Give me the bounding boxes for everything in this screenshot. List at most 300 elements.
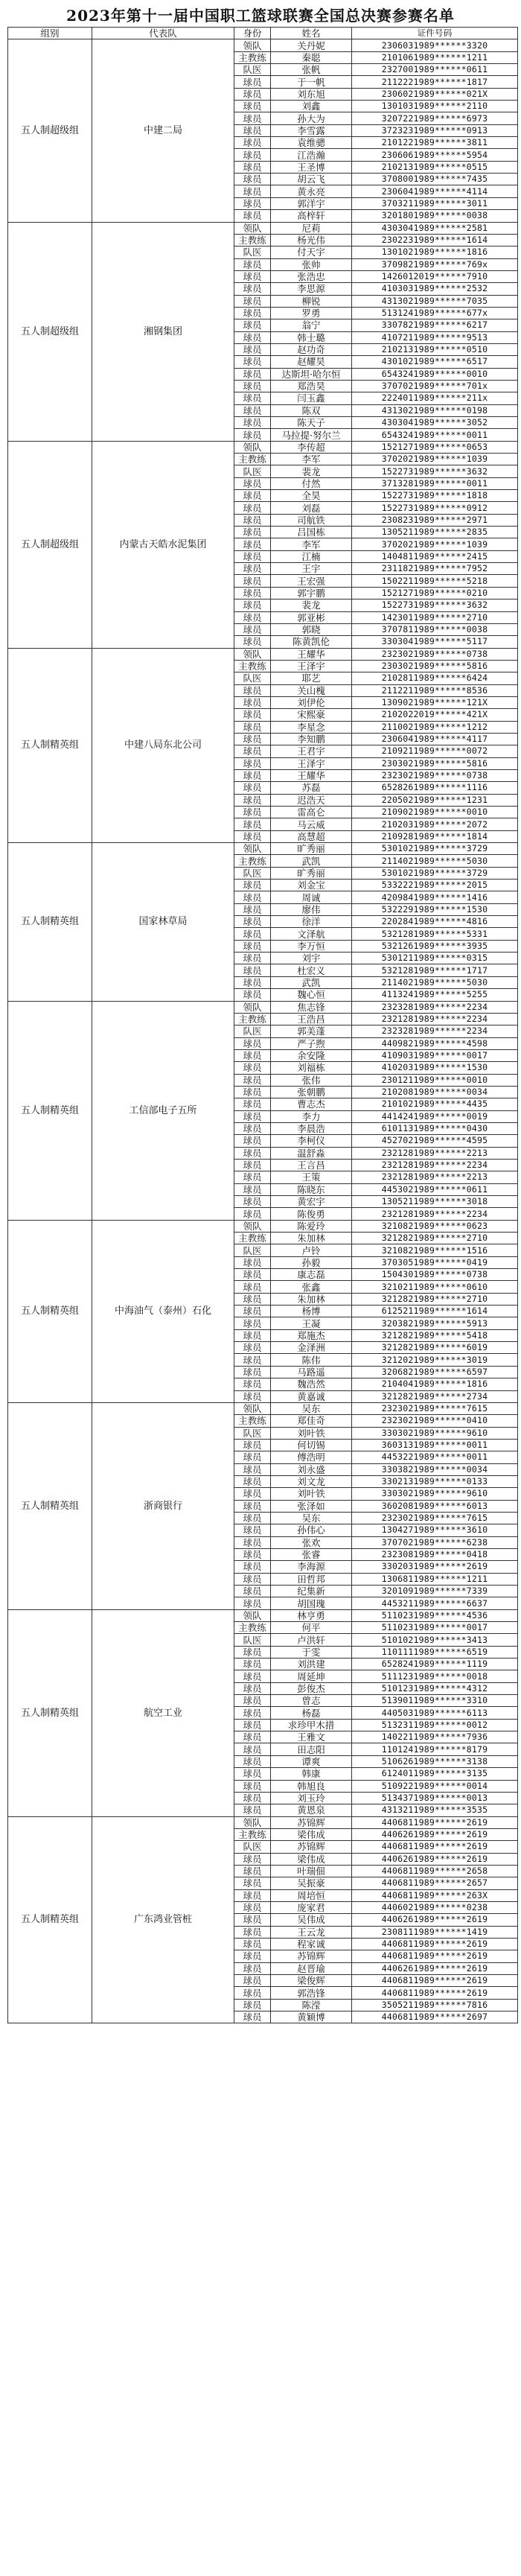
team-cell: 浙商银行 <box>92 1402 234 1609</box>
role-cell: 球员 <box>234 331 271 343</box>
name-cell: 黄宏宇 <box>271 1196 352 1208</box>
id-cell: 1306811989******1211 <box>352 1573 518 1585</box>
role-cell: 球员 <box>234 1354 271 1366</box>
id-cell: 3602081989******6013 <box>352 1500 518 1512</box>
role-cell: 球员 <box>234 1475 271 1487</box>
id-cell: 1301021989******1816 <box>352 247 518 258</box>
role-cell: 队医 <box>234 1244 271 1256</box>
id-cell: 3603131989******0011 <box>352 1439 518 1451</box>
id-cell: 4453211989******6637 <box>352 1597 518 1609</box>
id-cell: 5132311989******0012 <box>352 1719 518 1731</box>
role-cell: 球员 <box>234 600 271 611</box>
role-cell: 球员 <box>234 1110 271 1122</box>
role-cell: 球员 <box>234 1049 271 1061</box>
id-cell: 1522731989******0912 <box>352 502 518 514</box>
id-cell: 4406811989******2697 <box>352 2011 518 2023</box>
id-cell: 4103031989******2532 <box>352 283 518 295</box>
id-cell: 6528261989******1116 <box>352 782 518 794</box>
id-cell: 5301021989******3729 <box>352 843 518 855</box>
role-cell: 球员 <box>234 307 271 319</box>
name-cell: 吴伟成 <box>271 1914 352 1926</box>
roster-body <box>8 39 518 2023</box>
role-cell: 球员 <box>234 623 271 635</box>
id-cell: 5139011989******3310 <box>352 1695 518 1707</box>
id-cell: 2306041989******4114 <box>352 185 518 197</box>
name-cell: 李万恒 <box>271 940 352 952</box>
team-cell: 中海油气（泰州）石化 <box>92 1220 234 1402</box>
name-cell: 李军 <box>271 538 352 550</box>
name-cell: 王泽宇 <box>271 757 352 769</box>
role-cell: 球员 <box>234 1135 271 1147</box>
id-cell: 5321281989******5331 <box>352 928 518 940</box>
id-cell: 2109281989******1814 <box>352 830 518 842</box>
role-cell: 球员 <box>234 964 271 976</box>
team-cell: 工信部电子五所 <box>92 1001 234 1220</box>
name-cell: 叶瑞佃 <box>271 1865 352 1877</box>
id-cell: 4406261989******2619 <box>352 1962 518 1974</box>
role-cell: 球员 <box>234 1390 271 1402</box>
role-cell: 球员 <box>234 417 271 429</box>
role-cell: 球员 <box>234 380 271 392</box>
id-cell: 4453221989******0011 <box>352 1451 518 1463</box>
name-cell: 温舒淼 <box>271 1147 352 1159</box>
name-cell: 全昊 <box>271 490 352 502</box>
name-cell: 朱加林 <box>271 1233 352 1244</box>
id-cell: 2114021989******5030 <box>352 976 518 988</box>
id-cell: 3201091989******7339 <box>352 1586 518 1597</box>
role-cell: 球员 <box>234 684 271 696</box>
id-cell: 6543241989******0011 <box>352 429 518 441</box>
id-cell: 4409821989******4598 <box>352 1037 518 1049</box>
role-cell: 领队 <box>234 843 271 855</box>
role-cell: 球员 <box>234 721 271 733</box>
role-cell: 球员 <box>234 587 271 599</box>
name-cell: 谭爽 <box>271 1755 352 1767</box>
id-cell: 1101111989******6519 <box>352 1646 518 1658</box>
role-cell: 球员 <box>234 1950 271 1962</box>
table-row <box>8 1402 518 1414</box>
id-cell: 2311821989******7952 <box>352 563 518 575</box>
id-cell: 5321261989******3935 <box>352 940 518 952</box>
id-cell: 3212021989******3019 <box>352 1354 518 1366</box>
table-row <box>8 1220 518 1232</box>
id-cell: 2323021989******7615 <box>352 1512 518 1524</box>
name-cell: 郑浩昊 <box>271 380 352 392</box>
role-cell: 球员 <box>234 1914 271 1926</box>
name-cell: 刘伊伦 <box>271 696 352 708</box>
id-cell: 1404811989******2415 <box>352 550 518 562</box>
team-cell: 国家林草局 <box>92 843 234 1001</box>
role-cell: 球员 <box>234 1987 271 1999</box>
role-cell: 球员 <box>234 1792 271 1804</box>
role-cell: 队医 <box>234 64 271 76</box>
id-cell: 1101241989******8179 <box>352 1743 518 1755</box>
name-cell: 苏锦辉 <box>271 1841 352 1853</box>
id-cell: 2323021989******0410 <box>352 1415 518 1427</box>
role-cell: 球员 <box>234 745 271 757</box>
name-cell: 陈双 <box>271 404 352 416</box>
id-cell: 2323021989******0738 <box>352 648 518 660</box>
name-cell: 罗勇 <box>271 307 352 319</box>
name-cell: 韩士璐 <box>271 331 352 343</box>
role-cell: 球员 <box>234 1682 271 1694</box>
name-cell: 雷高仑 <box>271 807 352 818</box>
name-cell: 刘叶铁 <box>271 1488 352 1500</box>
name-cell: 江楠 <box>271 550 352 562</box>
name-cell: 彭俊杰 <box>271 1682 352 1694</box>
role-cell: 球员 <box>234 1122 271 1134</box>
id-cell: 1402211989******7936 <box>352 1731 518 1743</box>
id-cell: 2308111989******1419 <box>352 1926 518 1938</box>
id-cell: 2321281989******2234 <box>352 1159 518 1171</box>
name-cell: 苏锦辉 <box>271 1950 352 1962</box>
id-cell: 5321281989******1717 <box>352 964 518 976</box>
roster-table <box>7 27 518 2023</box>
role-cell: 球员 <box>234 210 271 222</box>
id-cell: 2321281989******2234 <box>352 1013 518 1025</box>
name-cell: 何切锡 <box>271 1439 352 1451</box>
name-cell: 马云威 <box>271 818 352 830</box>
name-cell: 曹志杰 <box>271 1098 352 1110</box>
name-cell: 刘洪建 <box>271 1659 352 1670</box>
id-cell: 1426012019******7910 <box>352 270 518 282</box>
name-cell: 张朝鹏 <box>271 1086 352 1098</box>
role-cell: 球员 <box>234 1719 271 1731</box>
role-cell: 队医 <box>234 1427 271 1439</box>
name-cell: 王耀华 <box>271 648 352 660</box>
role-cell: 球员 <box>234 1999 271 2011</box>
id-cell: 2301211989******0010 <box>352 1074 518 1086</box>
id-cell: 3212821989******2734 <box>352 1390 518 1402</box>
id-cell: 3303021989******9610 <box>352 1488 518 1500</box>
name-cell: 李思源 <box>271 283 352 295</box>
role-cell: 球员 <box>234 197 271 209</box>
name-cell: 赵晋瑜 <box>271 1962 352 1974</box>
role-cell: 球员 <box>234 1877 271 1889</box>
id-cell: 2306021989******021X <box>352 88 518 100</box>
role-cell: 球员 <box>234 1183 271 1195</box>
role-cell: 球员 <box>234 1439 271 1451</box>
name-cell: 王言昌 <box>271 1159 352 1171</box>
role-cell: 球员 <box>234 940 271 952</box>
role-cell: 主教练 <box>234 234 271 246</box>
name-cell: 陈伟 <box>271 1354 352 1366</box>
role-cell: 球员 <box>234 477 271 489</box>
id-cell: 4107211989******9513 <box>352 331 518 343</box>
group-cell: 五人制精英组 <box>8 843 92 1001</box>
table-row <box>8 648 518 660</box>
role-cell: 球员 <box>234 782 271 794</box>
team-cell: 广东鸿业管桩 <box>92 1816 234 2023</box>
id-cell: 4313021989******0198 <box>352 404 518 416</box>
name-cell: 赵功奇 <box>271 343 352 355</box>
id-cell: 4313021989******7035 <box>352 295 518 307</box>
name-cell: 李柯仪 <box>271 1135 352 1147</box>
name-cell: 闫玉鑫 <box>271 392 352 404</box>
role-cell: 球员 <box>234 1646 271 1658</box>
name-cell: 王耀华 <box>271 769 352 781</box>
group-cell: 五人制精英组 <box>8 1816 92 2023</box>
id-cell: 6101131989******0430 <box>352 1122 518 1134</box>
role-cell: 球员 <box>234 1536 271 1548</box>
name-cell: 王云龙 <box>271 1926 352 1938</box>
role-cell: 队医 <box>234 465 271 477</box>
id-cell: 3201801989******0038 <box>352 210 518 222</box>
name-cell: 廖伟 <box>271 903 352 915</box>
name-cell: 司航铁 <box>271 514 352 526</box>
role-cell: 主教练 <box>234 454 271 465</box>
name-cell: 卢洪轩 <box>271 1634 352 1646</box>
id-cell: 3302031989******2619 <box>352 1561 518 1573</box>
name-cell: 陈天子 <box>271 417 352 429</box>
table-row <box>8 1816 518 1828</box>
id-cell: 4405031989******6113 <box>352 1707 518 1719</box>
role-cell: 球员 <box>234 295 271 307</box>
id-cell: 2323281989******2234 <box>352 1001 518 1013</box>
role-cell: 球员 <box>234 112 271 124</box>
role-cell: 队医 <box>234 672 271 684</box>
id-cell: 2224011989******211x <box>352 392 518 404</box>
group-cell: 五人制精英组 <box>8 1402 92 1609</box>
name-cell: 康志磊 <box>271 1269 352 1281</box>
team-cell: 湘钢集团 <box>92 222 234 441</box>
group-cell: 五人制精英组 <box>8 1220 92 1402</box>
id-cell: 4406261989******2619 <box>352 1828 518 1840</box>
name-cell: 李传超 <box>271 441 352 453</box>
role-cell: 球员 <box>234 733 271 745</box>
name-cell: 吴东 <box>271 1402 352 1414</box>
name-cell: 王宇 <box>271 563 352 575</box>
role-cell: 球员 <box>234 1926 271 1938</box>
name-cell: 陈滢 <box>271 1999 352 2011</box>
role-cell: 球员 <box>234 490 271 502</box>
id-cell: 3212821989******5418 <box>352 1329 518 1341</box>
role-cell: 球员 <box>234 916 271 928</box>
name-cell: 孙伟心 <box>271 1524 352 1536</box>
name-cell: 刘磊 <box>271 502 352 514</box>
id-cell: 3307821989******6217 <box>352 319 518 331</box>
name-cell: 付天宇 <box>271 247 352 258</box>
id-cell: 2323021989******0738 <box>352 769 518 781</box>
role-cell: 球员 <box>234 550 271 562</box>
role-cell: 球员 <box>234 1659 271 1670</box>
role-cell: 球员 <box>234 356 271 368</box>
id-cell: 4414241989******0019 <box>352 1110 518 1122</box>
id-cell: 6543241989******0010 <box>352 368 518 380</box>
id-cell: 3707021989******6238 <box>352 1536 518 1548</box>
name-cell: 尼莉 <box>271 222 352 234</box>
name-cell: 关丹妮 <box>271 39 352 51</box>
name-cell: 于一帆 <box>271 76 352 88</box>
id-cell: 3212821989******6019 <box>352 1342 518 1354</box>
id-cell: 4406811989******263X <box>352 1889 518 1901</box>
role-cell: 球员 <box>234 1293 271 1305</box>
id-cell: 2104041989******1816 <box>352 1378 518 1390</box>
id-cell: 1521271989******0210 <box>352 587 518 599</box>
name-cell: 梁俊辉 <box>271 1975 352 1987</box>
role-cell: 主教练 <box>234 1013 271 1025</box>
name-cell: 王雅文 <box>271 1731 352 1743</box>
id-cell: 5131241989******677x <box>352 307 518 319</box>
id-cell: 3303821989******0034 <box>352 1463 518 1475</box>
name-cell: 张泽如 <box>271 1500 352 1512</box>
name-cell: 杨光伟 <box>271 234 352 246</box>
id-cell: 4406811989******2619 <box>352 1816 518 1828</box>
role-cell: 球员 <box>234 368 271 380</box>
role-cell: 球员 <box>234 709 271 721</box>
role-cell: 球员 <box>234 636 271 648</box>
id-cell: 3708001989******7435 <box>352 174 518 185</box>
role-cell: 主教练 <box>234 1233 271 1244</box>
name-cell: 郭浩锋 <box>271 1987 352 1999</box>
name-cell: 陈爱玲 <box>271 1220 352 1232</box>
name-cell: 秦聪 <box>271 51 352 63</box>
role-cell: 球员 <box>234 1062 271 1074</box>
id-cell: 4113241989******5255 <box>352 989 518 1001</box>
id-cell: 2321281989******2213 <box>352 1147 518 1159</box>
name-cell: 刘福栋 <box>271 1062 352 1074</box>
name-cell: 高慧超 <box>271 830 352 842</box>
role-cell: 主教练 <box>234 1415 271 1427</box>
name-cell: 陈晓东 <box>271 1183 352 1195</box>
id-cell: 6124011989******3135 <box>352 1768 518 1780</box>
role-cell: 球员 <box>234 429 271 441</box>
role-cell: 球员 <box>234 1086 271 1098</box>
role-cell: 球员 <box>234 1171 271 1183</box>
role-cell: 球员 <box>234 1938 271 1950</box>
team-cell: 内蒙古天皓水泥集团 <box>92 441 234 648</box>
role-cell: 球员 <box>234 757 271 769</box>
id-cell: 4406261989******2619 <box>352 1914 518 1926</box>
group-cell: 五人制精英组 <box>8 1001 92 1220</box>
name-cell: 杨博 <box>271 1306 352 1317</box>
id-cell: 1423011989******2710 <box>352 611 518 623</box>
id-cell: 4301021989******6517 <box>352 356 518 368</box>
role-cell: 球员 <box>234 137 271 149</box>
name-cell: 周延坤 <box>271 1670 352 1682</box>
id-cell: 5301021989******3729 <box>352 867 518 879</box>
name-cell: 杜宏义 <box>271 964 352 976</box>
role-cell: 球员 <box>234 1768 271 1780</box>
role-cell: 球员 <box>234 1208 271 1220</box>
id-cell: 2308231989******2971 <box>352 514 518 526</box>
name-cell: 翁宁 <box>271 319 352 331</box>
id-cell: 2303021989******5816 <box>352 757 518 769</box>
name-cell: 田志阳 <box>271 1743 352 1755</box>
role-cell: 球员 <box>234 1366 271 1378</box>
name-cell: 周诚 <box>271 891 352 903</box>
id-cell: 5101021989******3413 <box>352 1634 518 1646</box>
name-cell: 耶艺 <box>271 672 352 684</box>
role-cell: 主教练 <box>234 855 271 867</box>
group-cell: 五人制超级组 <box>8 222 92 441</box>
name-cell: 郑施杰 <box>271 1329 352 1341</box>
name-cell: 王凝 <box>271 1317 352 1329</box>
name-cell: 刘玉玲 <box>271 1792 352 1804</box>
id-cell: 1305211989******2835 <box>352 527 518 538</box>
id-cell: 2306041989******4117 <box>352 733 518 745</box>
role-cell: 球员 <box>234 891 271 903</box>
role-cell: 领队 <box>234 441 271 453</box>
id-cell: 4313211989******3535 <box>352 1804 518 1816</box>
name-cell: 张帅 <box>271 258 352 270</box>
role-cell: 球员 <box>234 1306 271 1317</box>
role-cell: 球员 <box>234 1865 271 1877</box>
name-cell: 胡云飞 <box>271 174 352 185</box>
role-cell: 球员 <box>234 1500 271 1512</box>
role-cell: 队医 <box>234 247 271 258</box>
name-cell: 魏浩然 <box>271 1378 352 1390</box>
id-cell: 6528241989******1119 <box>352 1659 518 1670</box>
id-cell: 2109021989******0010 <box>352 807 518 818</box>
role-cell: 球员 <box>234 319 271 331</box>
name-cell: 袁维骢 <box>271 137 352 149</box>
role-cell: 球员 <box>234 1548 271 1560</box>
id-cell: 2101221989******3811 <box>352 137 518 149</box>
name-cell: 吴东 <box>271 1512 352 1524</box>
role-cell: 球员 <box>234 1329 271 1341</box>
name-cell: 周培恒 <box>271 1889 352 1901</box>
role-cell: 球员 <box>234 527 271 538</box>
id-cell: 2306061989******5954 <box>352 149 518 161</box>
role-cell: 领队 <box>234 1402 271 1414</box>
id-cell: 2321281989******2234 <box>352 1208 518 1220</box>
role-cell: 球员 <box>234 1147 271 1159</box>
role-cell: 球员 <box>234 1731 271 1743</box>
id-cell: 3709821989******769x <box>352 258 518 270</box>
team-cell: 中建二局 <box>92 39 234 222</box>
id-cell: 3210211989******0610 <box>352 1281 518 1293</box>
id-cell: 1309021989******121X <box>352 696 518 708</box>
group-cell: 五人制超级组 <box>8 441 92 648</box>
role-cell: 领队 <box>234 648 271 660</box>
id-cell: 1522731989******3632 <box>352 600 518 611</box>
id-cell: 6125211989******1614 <box>352 1306 518 1317</box>
id-cell: 3703051989******0419 <box>352 1256 518 1268</box>
role-cell: 球员 <box>234 2011 271 2023</box>
role-cell: 领队 <box>234 1220 271 1232</box>
id-cell: 4109031989******0017 <box>352 1049 518 1061</box>
role-cell: 球员 <box>234 1561 271 1573</box>
id-cell: 1502211989******5218 <box>352 575 518 587</box>
id-cell: 5332221989******2015 <box>352 880 518 891</box>
table-row <box>8 39 518 51</box>
name-cell: 徐洋 <box>271 916 352 928</box>
id-cell: 2327001989******0611 <box>352 64 518 76</box>
role-cell: 队医 <box>234 867 271 879</box>
table-row <box>8 1609 518 1621</box>
id-cell: 3302131989******0133 <box>352 1475 518 1487</box>
role-cell: 球员 <box>234 404 271 416</box>
role-cell: 球员 <box>234 514 271 526</box>
id-cell: 3707021989******701x <box>352 380 518 392</box>
id-cell: 5110231989******4536 <box>352 1609 518 1621</box>
name-cell: 卢铃 <box>271 1244 352 1256</box>
name-cell: 焦志锋 <box>271 1001 352 1013</box>
role-cell: 球员 <box>234 1463 271 1475</box>
name-cell: 张睿 <box>271 1548 352 1560</box>
group-cell: 五人制精英组 <box>8 648 92 843</box>
role-cell: 球员 <box>234 1597 271 1609</box>
id-cell: 2112211989******8536 <box>352 684 518 696</box>
name-cell: 曾志 <box>271 1695 352 1707</box>
name-cell: 庞家君 <box>271 1901 352 1913</box>
name-cell: 求珍甲木措 <box>271 1719 352 1731</box>
role-cell: 球员 <box>234 1159 271 1171</box>
name-cell: 李知鹏 <box>271 733 352 745</box>
role-cell: 球员 <box>234 1695 271 1707</box>
role-cell: 球员 <box>234 880 271 891</box>
